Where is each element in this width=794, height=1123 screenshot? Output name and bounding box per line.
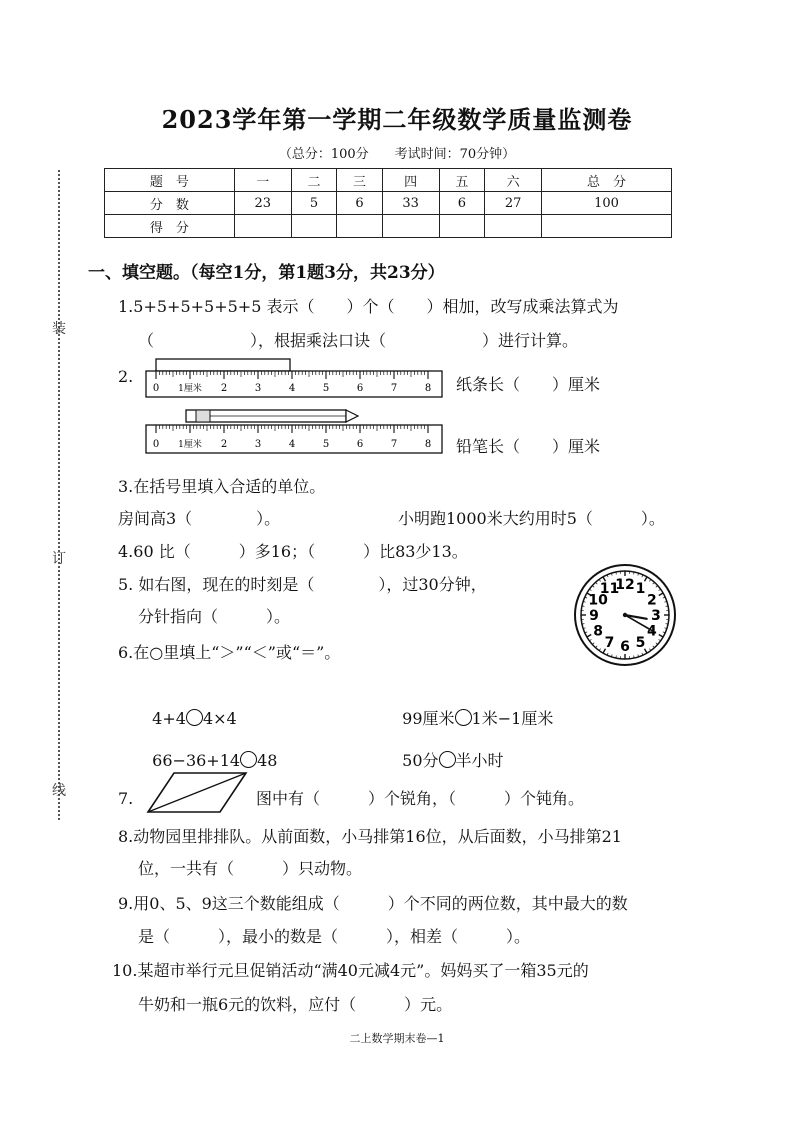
- margin-char: 订: [52, 551, 66, 567]
- table-row: [105, 215, 672, 238]
- compare-right: 4×4: [202, 709, 237, 728]
- compare-circle-blank[interactable]: [439, 751, 456, 768]
- compare-item-d: [392, 728, 504, 772]
- page-title: 2023学年第一学期二年级数学质量监测卷: [161, 105, 633, 134]
- table-cell: 6: [337, 192, 382, 215]
- ruler-tick-label: 1厘米: [178, 440, 202, 450]
- table-row: [105, 192, 672, 215]
- ruler-tick-label: 7: [390, 383, 398, 394]
- question-8-line-1: 8.动物园里排排队。从前面数，小马排第16位，从后面数，小马排第21: [118, 827, 622, 846]
- question-3-b: 小明跑1000米大约用时5（ ）。: [398, 509, 665, 528]
- score-input-cell[interactable]: [337, 215, 382, 238]
- question-3-a: 房间高3（ ）。: [118, 509, 281, 528]
- clock-number: 10: [588, 592, 608, 609]
- table-cell: 二: [291, 169, 336, 192]
- compare-item-b: [392, 686, 553, 730]
- ruler-tick-label: 6: [356, 439, 364, 450]
- clock-number: 1: [635, 581, 646, 598]
- table-cell: 总 分: [542, 169, 672, 192]
- question-1-line-2: （ ），根据乘法口诀（ ）进行计算。: [138, 331, 579, 350]
- clock-center-pin: [623, 613, 627, 617]
- score-input-cell[interactable]: [439, 215, 484, 238]
- question-9-line-1: 9.用0、5、9这三个数能组成（ ）个不同的两位数，其中最大的数: [118, 894, 628, 913]
- ruler-tick-label: 0: [152, 383, 160, 394]
- margin-char: 线: [52, 783, 66, 799]
- compare-left: 4+4: [152, 709, 186, 728]
- compare-item-c: [142, 728, 277, 772]
- table-cell: 6: [439, 192, 484, 215]
- parallelogram-figure: [146, 770, 248, 816]
- question-6-prompt: 6.在○里填上“＞”“＜”或“＝”。: [118, 643, 341, 662]
- paper-strip: [156, 359, 290, 371]
- compare-circle-blank[interactable]: [186, 709, 203, 726]
- compare-circle-blank[interactable]: [455, 709, 472, 726]
- ruler-tick-label: 2: [220, 439, 228, 450]
- compare-right: 48: [257, 751, 278, 770]
- clock-number: 5: [635, 634, 646, 651]
- ruler-tick-label: 0: [152, 439, 160, 450]
- clock-number: 3: [651, 608, 661, 624]
- question-4: 4.60 比（ ）多16；（ ）比83少13。: [118, 542, 468, 561]
- question-10-line-2: 牛奶和一瓶6元的饮料，应付（ ）元。: [138, 995, 453, 1014]
- table-cell: 23: [234, 192, 291, 215]
- pencil: [186, 410, 358, 422]
- clock-number: 7: [604, 634, 615, 651]
- clock-number: 9: [589, 608, 599, 624]
- compare-circle-blank[interactable]: [240, 751, 257, 768]
- score-input-cell[interactable]: [382, 215, 439, 238]
- section-heading: 一、填空题。（每空1分，第1题3分，共23分）: [88, 263, 445, 283]
- table-cell: 100: [542, 192, 672, 215]
- table-cell: 六: [485, 169, 542, 192]
- score-input-cell[interactable]: [234, 215, 291, 238]
- binding-line: [58, 170, 60, 820]
- ruler-tick-label: 5: [322, 439, 330, 450]
- table-cell: 33: [382, 192, 439, 215]
- page-footer: 二上数学期末卷—1: [349, 1032, 445, 1045]
- ruler-tick-label: 8: [424, 383, 432, 394]
- question-3-prompt: 3.在括号里填入合适的单位。: [118, 477, 326, 496]
- question-10-line-1: 10.某超市举行元旦促销活动“满40元减4元”。妈妈买了一箱35元的: [112, 961, 589, 980]
- question-5-line-1: 5. 如右图，现在的时刻是（ ），过30分钟，: [118, 575, 487, 594]
- question-5-line-2: 分针指向（ ）。: [138, 607, 291, 626]
- ruler-tick-label: 4: [288, 383, 296, 394]
- table-cell: 三: [337, 169, 382, 192]
- ruler-tick-label: 7: [390, 439, 398, 450]
- ruler-tick-label: 3: [254, 383, 262, 394]
- score-input-cell[interactable]: [542, 215, 672, 238]
- ruler-tick-label: 2: [220, 383, 228, 394]
- compare-left: 99厘米: [402, 709, 455, 728]
- table-cell: 四: [382, 169, 439, 192]
- table-cell: 题 号: [105, 169, 235, 192]
- table-cell: 27: [485, 192, 542, 215]
- ruler-tick-label: 3: [254, 439, 262, 450]
- question-9-line-2: 是（ ），最小的数是（ ），相差（ ）。: [138, 927, 531, 946]
- table-row: [105, 169, 672, 192]
- question-7: 图中有（ ）个锐角，（ ）个钝角。: [256, 789, 585, 808]
- table-cell: 分 数: [105, 192, 235, 215]
- ruler-tick-label: 8: [424, 439, 432, 450]
- exam-info: （总分：100分 考试时间：70分钟）: [278, 147, 516, 162]
- question-1-line-1: 1.5+5+5+5+5+5 表示（ ）个（ ）相加，改写成乘法算式为: [118, 297, 619, 316]
- pencil-length-question: 铅笔长（ ）厘米: [456, 437, 601, 456]
- margin-char: 装: [52, 321, 66, 337]
- clock-number: 6: [620, 639, 630, 655]
- rulers-figure: [140, 355, 450, 465]
- question-7-number: 7.: [118, 789, 134, 808]
- clock-number: 4: [646, 623, 657, 640]
- compare-item-a: [142, 686, 237, 730]
- clock-number: 12: [615, 577, 635, 593]
- paper-length-question: 纸条长（ ）厘米: [456, 375, 601, 394]
- clock-number: 8: [593, 623, 604, 640]
- question-2-number: 2.: [118, 367, 134, 386]
- score-input-cell[interactable]: [291, 215, 336, 238]
- table-cell: 一: [234, 169, 291, 192]
- compare-left: 66−36+14: [152, 751, 241, 770]
- score-input-cell[interactable]: [485, 215, 542, 238]
- clock-number: 11: [599, 581, 620, 598]
- question-8-line-2: 位，一共有（ ）只动物。: [138, 859, 363, 878]
- ruler-tick-label: 4: [288, 439, 296, 450]
- table-cell: 得 分: [105, 215, 235, 238]
- ruler-tick-label: 5: [322, 383, 330, 394]
- clock-figure: [572, 562, 678, 668]
- ruler-tick-label: 6: [356, 383, 364, 394]
- table-cell: 5: [291, 192, 336, 215]
- clock-number: 2: [646, 592, 657, 609]
- compare-right: 半小时: [455, 751, 504, 770]
- table-cell: 五: [439, 169, 484, 192]
- compare-left: 50分: [402, 751, 439, 770]
- ruler-tick-label: 1厘米: [178, 384, 202, 394]
- score-table: [104, 168, 672, 238]
- compare-right: 1米−1厘米: [471, 709, 554, 728]
